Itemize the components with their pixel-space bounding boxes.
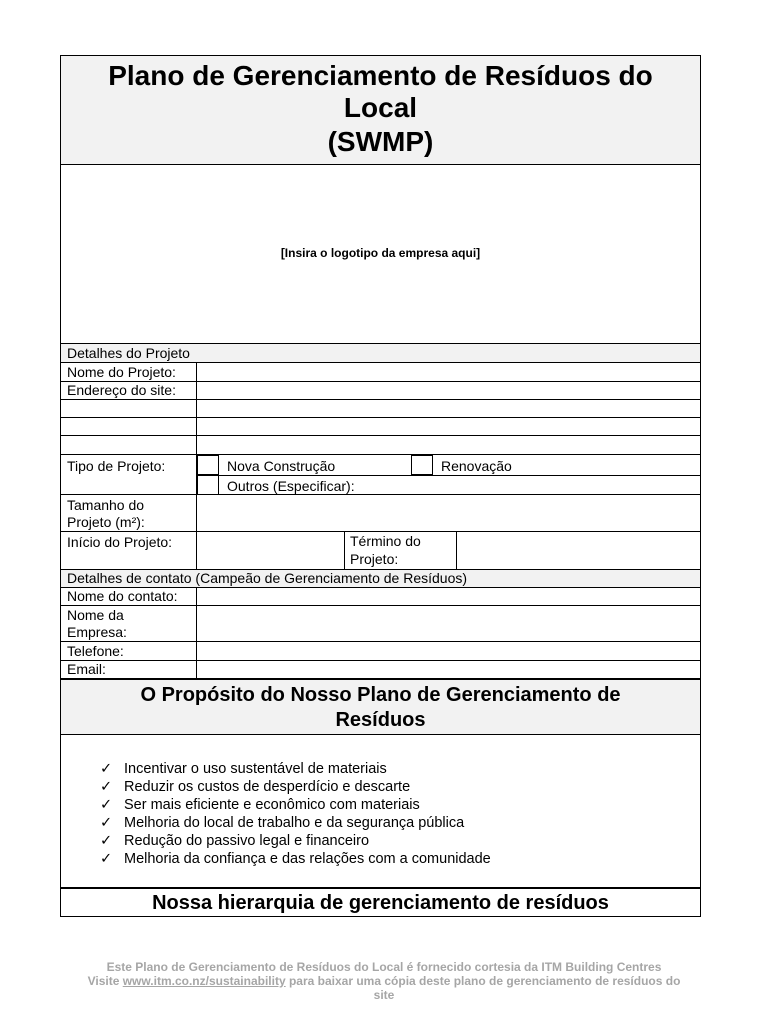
list-item: ✓ Reduzir os custos de desperdício e descarte xyxy=(100,779,411,795)
footer-note xyxy=(60,960,708,1002)
project-end-label-line1: Término do xyxy=(350,533,421,549)
company-name-label-line2: Empresa: xyxy=(67,624,127,640)
renovation-checkbox[interactable] xyxy=(411,455,433,475)
goals-list xyxy=(100,760,491,868)
contact-section-label: Detalhes de contato (Campeão de Gerenciamento de Resíduos) xyxy=(67,570,468,586)
hierarchy-heading: Nossa hierarquia de gerenciamento de resíduos xyxy=(152,892,609,914)
check-icon: ✓ xyxy=(100,761,113,777)
project-type-label: Tipo de Projeto: xyxy=(67,458,166,474)
row-divider xyxy=(60,454,701,455)
project-end-label-line2: Projeto: xyxy=(350,551,399,567)
project-size-label-line2: Projeto (m²): xyxy=(67,514,145,530)
footer-line3: site xyxy=(373,988,395,1002)
end-value-divider xyxy=(456,531,457,570)
company-name-label-line1: Nome da xyxy=(67,607,124,623)
list-item: ✓ Melhoria do local de trabalho e da segurança pública xyxy=(100,815,465,831)
contact-label-divider xyxy=(196,587,197,678)
other-label: Outros (Especificar): xyxy=(227,478,355,494)
check-icon: ✓ xyxy=(100,815,113,831)
site-address-label: Endereço do site: xyxy=(67,382,176,398)
site-address-field[interactable] xyxy=(198,382,700,453)
project-size-field[interactable] xyxy=(198,495,700,530)
list-item: ✓ Redução do passivo legal e financeiro xyxy=(100,833,370,849)
document-title-line2: Local xyxy=(343,92,418,123)
project-end-field[interactable] xyxy=(458,532,700,569)
other-checkbox[interactable] xyxy=(197,475,219,495)
contact-section-header xyxy=(60,569,701,588)
row-divider xyxy=(196,475,701,476)
list-item: ✓ Ser mais eficiente e econômico com materiais xyxy=(100,797,420,813)
logo-area[interactable] xyxy=(60,164,701,344)
purpose-heading-line2: Resíduos xyxy=(335,709,426,731)
new-construction-checkbox[interactable] xyxy=(197,455,219,475)
project-start-label: Início do Projeto: xyxy=(67,534,173,550)
email-label: Email: xyxy=(67,661,106,677)
document-title-line1: Plano de Gerenciamento de Resíduos do xyxy=(108,60,653,91)
sustainability-link[interactable]: www.itm.co.nz/sustainability xyxy=(122,974,286,988)
logo-placeholder: [Insira o logotipo da empresa aqui] xyxy=(280,246,481,260)
project-section-header xyxy=(60,343,701,363)
contact-name-label: Nome do contato: xyxy=(67,588,178,604)
company-name-field[interactable] xyxy=(198,606,700,640)
title-block xyxy=(60,55,701,165)
document-title-line3: (SWMP) xyxy=(327,126,434,157)
check-icon: ✓ xyxy=(100,779,113,795)
footer-line1: Este Plano de Gerenciamento de Resíduos do Local é fornecido cortesia da ITM Building Centres xyxy=(106,960,662,974)
contact-name-field[interactable] xyxy=(198,588,700,604)
project-start-field[interactable] xyxy=(198,532,343,569)
new-construction-label: Nova Construção xyxy=(227,458,336,474)
purpose-heading-line1: O Propósito do Nosso Plano de Gerenciamento de xyxy=(140,684,621,706)
list-item: ✓ Melhoria da confiança e das relações com a comunidade xyxy=(100,851,491,867)
project-name-label: Nome do Projeto: xyxy=(67,364,176,380)
purpose-heading-block xyxy=(60,678,701,735)
hierarchy-heading-block xyxy=(60,887,701,917)
check-icon: ✓ xyxy=(100,797,113,813)
check-icon: ✓ xyxy=(100,851,113,867)
phone-label: Telefone: xyxy=(67,643,124,659)
project-section-label: Detalhes do Projeto xyxy=(67,345,190,361)
list-item: ✓ Incentivar o uso sustentável de materiais xyxy=(100,761,387,777)
phone-field[interactable] xyxy=(198,642,700,659)
renovation-label: Renovação xyxy=(441,458,512,474)
project-name-field[interactable] xyxy=(198,363,700,380)
footer-line2: Visite www.itm.co.nz/sustainability para baixar uma cópia deste plano de gerenciamento de resíduos do xyxy=(87,974,681,988)
start-end-divider xyxy=(344,531,345,570)
project-size-label-line1: Tamanho do xyxy=(67,497,145,513)
check-icon: ✓ xyxy=(100,833,113,849)
email-field[interactable] xyxy=(198,661,700,678)
